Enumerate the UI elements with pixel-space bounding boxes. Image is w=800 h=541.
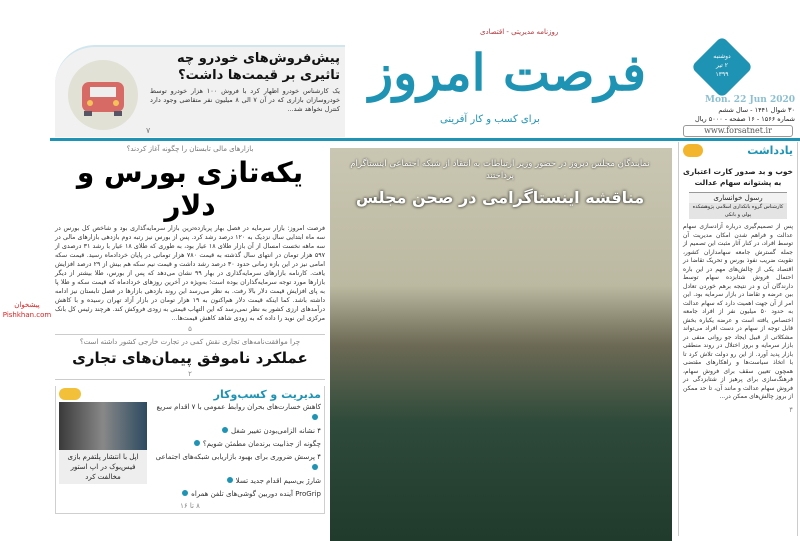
column-author: رسول خوانساری (689, 192, 787, 203)
date-english: Mon. 22 Jun 2020 (705, 95, 795, 105)
teaser-body: یک کارشناس خودرو اظهار کرد با فروش ۱۰۰ هزار خودرو توسط خودروسازان بازاری که در آن ۷ الی ۸ میلیون نفر متقاضی وجود دارد کنترل نخواهد شد... (150, 87, 340, 113)
day-month: ۲ تیر (716, 62, 728, 69)
main-body: فرصت امروز: بازار سرمایه در فصل بهار پربازده‌ترین بازار سرمایه‌گذاری بود و شاخص کل بورس در سه ماه ابتدایی سال نزدیک به ۱۲۰ درصد رشد کرد. پس از بورس نیز رتبه دوم بازدهی بازارهای مالی در سه ماهه نخست امسال از آن بازار طلای ۱۸ عیار بود، به طوری که طلای ۱۸ عیار با رشد ۳۱ درصدی از ۵۹۷ هزار تومان در انتهای سال گذشته به قیمت ۷۸۰ هزار تومانی در پایان خردادماه رسید. قیمت سکه امامی نیز در این بازه زمانی حدود ۳۰ درصد رشد داشت و قیمت نیم سکه هم بیش از ۲۹ درصد افزایش یافت. کارنامه بازارهای سرمایه‌گذاری در بهار ۹۹ نشان می‌دهد که پس از بورس، طلا بیشتر از دیگر بازارها مورد توجه سرمایه‌گذاران بوده است؛ به‌ویژه در آخرین روزهای خردادماه که قیمت سکه و طلا پا به پای افزایش قیمت دلار بالا رفت. به نظر می‌رسد این روند بازدهی بازارها در فصل تابستان نیز ادامه داشته باشد. کما اینکه قیمت دلار هم‌اکنون به ۱۹ هزار تومان در بازار آزاد تهران رسیده و با کاهش درآمدهای ارزی کشور به نظر نمی‌رسد که این التهاب قیمتی به زودی فروکش کند. هرچند رئیس کل بانک مرکزی این نوید را داده که به زودی شاهد کاهش قیمت‌ها... (55, 225, 326, 322)
issue-info: شماره ۱۵۶۶ - ۱۶ صفحه - ۵۰۰۰ ریال (695, 115, 795, 123)
second-kicker: چرا موافقت‌نامه‌های تجاری نقش کمی در تجارت خارجی کشور داشته است؟ (79, 338, 301, 346)
weekday: دوشنبه (713, 53, 731, 60)
header-divider (50, 138, 800, 141)
column-box (678, 142, 798, 536)
business-content (59, 402, 321, 502)
year: ۱۳۹۹ (715, 71, 729, 78)
column-page-ref: ۴ (789, 405, 793, 414)
list-item[interactable]: ۴ پرسش ضروری برای بهبود بازاریابی شبکه‌های اجتماعی (151, 452, 321, 474)
business-photo (59, 402, 147, 450)
teaser-text (150, 50, 340, 114)
date-badge-text (702, 52, 742, 79)
second-headline[interactable]: عملکرد ناموفق پیمان‌های تجاری (72, 349, 308, 367)
car-icon (68, 60, 138, 130)
list-item[interactable]: چگونه از جذابیت برندمان مطمئن شویم؟ (151, 439, 321, 450)
date-info (680, 106, 795, 124)
teaser-page-number: ۷ (146, 126, 151, 135)
main-page-ref: ۵ (55, 325, 325, 335)
laptop-icon (59, 388, 81, 400)
newspaper-logo: فرصت امروز (368, 43, 646, 102)
column-label: یادداشت (747, 143, 793, 157)
column-header (683, 142, 793, 158)
left-column (55, 144, 325, 514)
business-photo-caption[interactable]: اپل با انتشار پلتفرم بازی فیس‌بوک در اپ استور مخالفت کرد (59, 450, 147, 484)
main-headline[interactable]: یکه‌تازی بورس و دلار (76, 156, 304, 222)
column-title[interactable]: خوب و بد صدور کارت اعتباری به پشتوانه سهام عدالت (683, 167, 793, 187)
watermark: پیشخوان Pishkhan.com (2, 301, 52, 319)
masthead-tagline: روزنامه مدیریتی - اقتصادی (480, 28, 559, 36)
second-page-ref: ۲ (55, 370, 325, 380)
column-body: پس از تصمیم‌گیری درباره آزادسازی سهام عدالت و فراهم شدن امکان مدیریت آن توسط افراد، در کنار آثار مثبت این تصمیم از جمله گسترش جامعه سهامداران کشور، تقویت ضریب نفوذ بورس و تحریک تقاضا در اقتصاد یکی از چالش‌های مهم در این باره احتمال فروش شتابزده سهام توسط دارندگان آن و در نتیجه برهم خوردن تعادل بین عرضه و تقاضا در بازار سرمایه بود. این امر از آن جهت اهمیت دارد که سهام عدالت به حدود ۵۰ میلیون نفر از افراد جامعه اختصاص یافته است و عرضه یکباره بخش قابل توجه از سهام در دست افراد می‌تواند مشکلاتی از قبیل ایجاد جو روانی منفی در بازار سرمایه و بروز اختلال در روند منطقی بازار پدید آورد. از این رو دولت تلاش کرد تا با اتخاذ سیاست‌ها و راهکارهای مقتضی همچون تعیین سقف برای فروش سهام، فرهنگ‌سازی برای پرهیز از شتابزدگی در فروش سهام عدالت و مانند آن، تا حد ممکن از بروز چالش‌های ممکن در... (683, 223, 793, 400)
business-page-ref: ۸ تا ۱۶ (180, 502, 200, 510)
website-link[interactable]: www.forsatnet.ir (683, 125, 793, 137)
list-item[interactable]: ۴ نشانه الزامی‌بودن تغییر شغل (151, 426, 321, 437)
list-item[interactable]: کاهش خسارت‌های بحران روابط عمومی با ۷ اقدام سریع (151, 402, 321, 424)
business-feature (59, 402, 147, 502)
business-section-title: مدیریت و کسب‌و‌کار (213, 387, 321, 401)
business-list (151, 402, 321, 502)
date-hijri: ۳۰ شوال ۱۴۴۱ - سال ششم (718, 106, 795, 114)
main-kicker: بازارهای مالی تابستان را چگونه آغاز کردند؟ (126, 145, 254, 153)
masthead-subtitle: برای کسب و کار آفرینی (440, 114, 540, 125)
photo-headline[interactable]: مناقشه اینستاگرامی در صحن مجلس (355, 188, 645, 207)
column-author-role: کارشناس گروه بانکداری اسلامی پژوهشکده پولی و بانکی (689, 203, 787, 219)
photo-kicker: نمایندگان مجلس دیروز در حضور وزیر ارتباطات به انتقاد از شبکه اجتماعی اینستاگرام پرداختند (350, 159, 650, 181)
teaser-headline[interactable]: پیش‌فروش‌های خودرو چه تاثیری بر قیمت‌ها داشت؟ (176, 51, 340, 83)
business-section (55, 386, 325, 514)
list-item[interactable]: ProGrip آینده دوربین گوشی‌های تلفن همراه (151, 489, 321, 500)
pen-icon (683, 144, 703, 157)
business-section-header (59, 386, 321, 402)
list-item[interactable]: شارژ بی‌سیم اقدام جدید تسلا (151, 476, 321, 487)
photo-text (340, 158, 660, 208)
